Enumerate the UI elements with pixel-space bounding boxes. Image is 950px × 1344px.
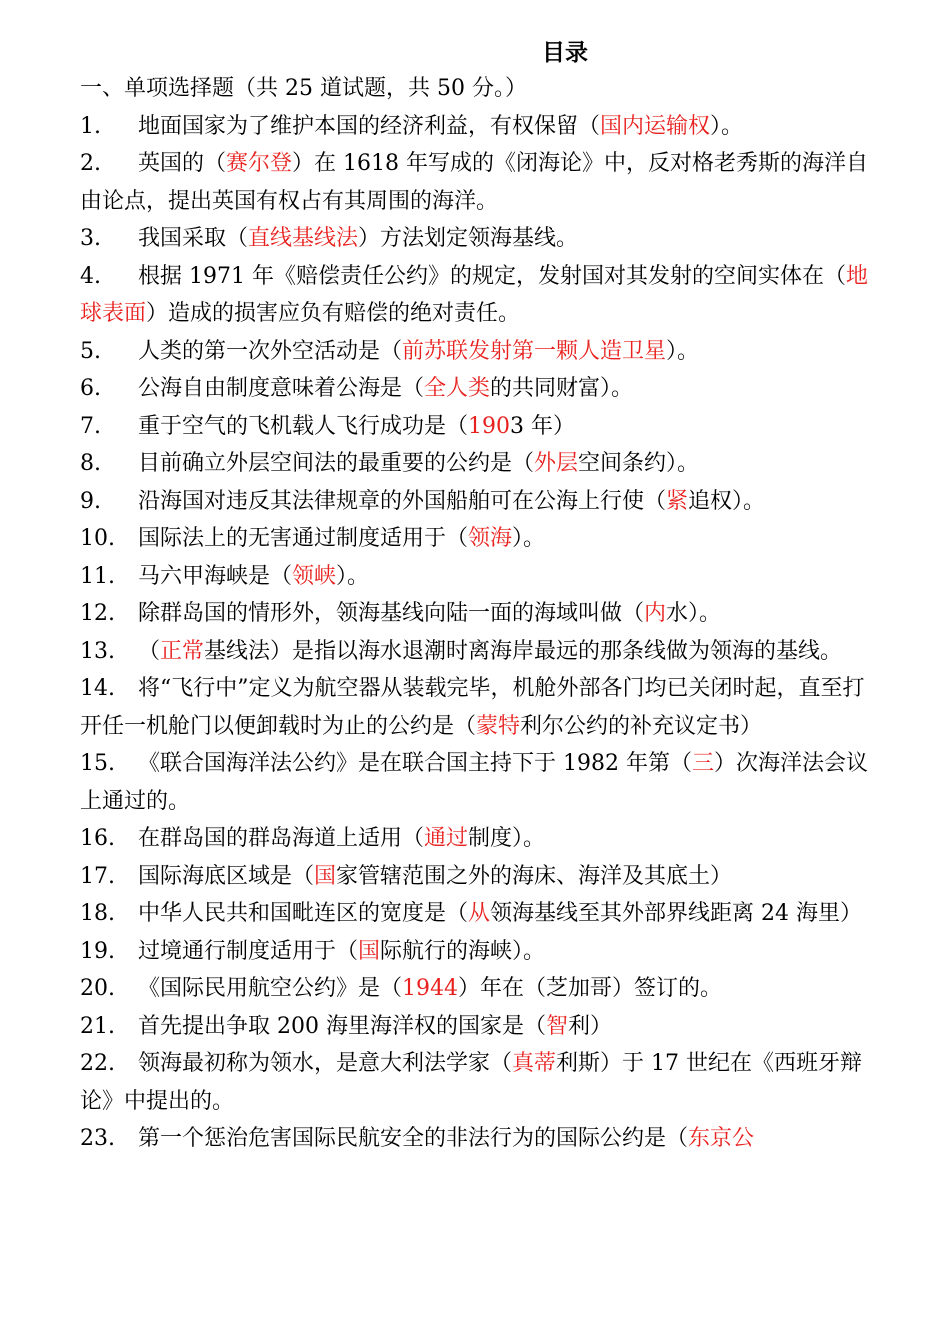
- question-item: [80, 895, 870, 933]
- answer-highlight: 内: [644, 601, 667, 626]
- question-number: 14.: [80, 676, 115, 701]
- question-text: 人类的第一次外空活动是（: [138, 338, 403, 364]
- question-text: 利尔公约的补充议定书）: [520, 713, 763, 739]
- answer-highlight: 国: [358, 938, 381, 964]
- question-item: [80, 933, 870, 971]
- question-text: ）。: [666, 338, 700, 364]
- question-text: 际航行的海峡）。: [380, 938, 546, 964]
- answer-highlight: 国内运输权: [600, 113, 711, 139]
- question-text: ）年在（芝加哥）签订的。: [458, 976, 723, 1001]
- question-number: 16.: [80, 826, 115, 851]
- question-item: [80, 108, 870, 146]
- question-text: 国际法上的无害通过制度适用于（: [138, 526, 469, 551]
- answer-highlight: 外层: [534, 451, 579, 476]
- answer-highlight: 从: [468, 901, 491, 926]
- question-text: 中华人民共和国毗连区的宽度是（: [138, 901, 469, 926]
- question-number: 23.: [80, 1126, 115, 1151]
- answer-highlight: 领海: [468, 526, 513, 551]
- question-item: [80, 1045, 870, 1120]
- question-item: [80, 1120, 870, 1158]
- question-text: ）造成的损害应负有赔偿的绝对责任。: [146, 301, 521, 326]
- question-text: ）次海洋法会议上通过的。: [80, 751, 869, 814]
- question-number: 22.: [80, 1051, 115, 1076]
- question-text: ）方法划定领海基线。: [358, 226, 579, 251]
- question-text: 根据 1971 年《赔偿责任公约》的规定，发射国对其发射的空间实体在（: [138, 263, 846, 289]
- question-number: 9.: [80, 488, 101, 514]
- question-item: [80, 145, 870, 220]
- question-text: 利）: [568, 1013, 613, 1039]
- question-text: 制度）。: [468, 826, 546, 851]
- question-number: 8.: [80, 451, 101, 476]
- answer-highlight: 东京公: [688, 1126, 755, 1151]
- document-page: [80, 36, 870, 1158]
- question-item: [80, 820, 870, 858]
- question-text: （: [138, 638, 161, 664]
- question-number: 1.: [80, 113, 101, 139]
- answer-highlight: 前苏联发射第一颗人造卫星: [402, 338, 667, 364]
- question-item: [80, 483, 870, 521]
- question-item: [80, 670, 870, 745]
- question-text: 基线法）是指以海水退潮时离海岸最远的那条线做为领海的基线。: [204, 638, 843, 664]
- question-number: 19.: [80, 938, 115, 964]
- question-text: 追权）。: [688, 488, 766, 514]
- question-number: 6.: [80, 376, 101, 401]
- question-number: 20.: [80, 976, 115, 1001]
- question-number: 4.: [80, 263, 101, 289]
- question-text: 《国际民用航空公约》是（: [138, 976, 403, 1001]
- question-text: 的共同财富）。: [490, 376, 634, 401]
- question-text: 空间条约）。: [578, 451, 700, 476]
- question-text: 公海自由制度意味着公海是（: [138, 376, 425, 401]
- question-item: [80, 333, 870, 371]
- answer-highlight: 赛尔登: [226, 151, 293, 176]
- question-text: 首先提出争取 200 海里海洋权的国家是（: [138, 1013, 546, 1039]
- question-text: 《联合国海洋法公约》是在联合国主持下于 1982 年第（: [138, 751, 692, 776]
- question-text: 领海基线至其外部界线距离 24 海里）: [490, 901, 863, 926]
- question-text: 第一个惩治危害国际民航安全的非法行为的国际公约是（: [138, 1126, 689, 1151]
- answer-highlight: 全人类: [424, 376, 491, 401]
- answer-highlight: 地球表面: [80, 263, 868, 326]
- question-text: ）。: [512, 526, 546, 551]
- answer-highlight: 国: [314, 863, 337, 889]
- answer-highlight: 紧: [666, 488, 689, 514]
- question-number: 7.: [80, 413, 101, 439]
- question-item: [80, 970, 870, 1008]
- question-number: 11.: [80, 563, 115, 589]
- answer-highlight: 真蒂: [512, 1051, 557, 1076]
- question-item: [80, 595, 870, 633]
- question-text: ）。: [710, 113, 744, 139]
- question-item: [80, 858, 870, 896]
- question-number: 18.: [80, 901, 115, 926]
- question-text: 英国的（: [138, 151, 227, 176]
- question-text: ）。: [336, 563, 370, 589]
- question-text: 国际海底区域是（: [138, 863, 315, 889]
- answer-highlight: 正常: [160, 638, 205, 664]
- question-list: [80, 108, 870, 1158]
- question-number: 17.: [80, 863, 115, 889]
- question-text: 3 年）: [510, 413, 576, 439]
- question-item: [80, 220, 870, 258]
- question-number: 10.: [80, 526, 115, 551]
- question-item: [80, 558, 870, 596]
- question-item: [80, 258, 870, 333]
- question-number: 3.: [80, 226, 101, 251]
- answer-highlight: 三: [691, 751, 714, 776]
- question-number: 2.: [80, 151, 101, 176]
- question-text: 领海最初称为领水，是意大利法学家（: [138, 1051, 513, 1076]
- question-text: 沿海国对违反其法律规章的外国船舶可在公海上行使（: [138, 488, 667, 514]
- question-number: 21.: [80, 1013, 115, 1039]
- question-text: 水）。: [666, 601, 722, 626]
- answer-highlight: 190: [468, 413, 511, 439]
- question-item: [80, 445, 870, 483]
- answer-highlight: 1944: [402, 976, 459, 1001]
- question-number: 15.: [80, 751, 115, 776]
- question-text: 过境通行制度适用于（: [138, 938, 359, 964]
- question-text: 利斯）于 17 世纪在《西班牙辩论》中提出的。: [80, 1051, 863, 1114]
- question-item: [80, 370, 870, 408]
- document-title: 目录: [542, 39, 588, 66]
- question-number: 5.: [80, 338, 101, 364]
- question-number: 13.: [80, 638, 115, 664]
- question-item: [80, 1008, 870, 1046]
- question-text: 地面国家为了维护本国的经济利益，有权保留（: [138, 113, 601, 139]
- question-text: ）在 1618 年写成的《闭海论》中，反对格老秀斯的海洋自由论点，提出英国有权占有其周围的海洋。: [80, 151, 869, 214]
- question-text: 我国采取（: [138, 226, 249, 251]
- question-text: 目前确立外层空间法的最重要的公约是（: [138, 451, 535, 476]
- question-text: 在群岛国的群岛海道上适用（: [138, 826, 425, 851]
- question-text: 家管辖范围之外的海床、海洋及其底土）: [336, 863, 733, 889]
- question-number: 12.: [80, 601, 115, 626]
- question-text: 重于空气的飞机载人飞行成功是（: [138, 413, 469, 439]
- question-text: 马六甲海峡是（: [138, 563, 293, 589]
- question-item: [80, 520, 870, 558]
- answer-highlight: 智: [545, 1013, 568, 1039]
- answer-highlight: 直线基线法: [248, 226, 359, 251]
- section-heading: 一、单项选择题（共 25 道试题，共 50 分。）: [80, 76, 527, 101]
- question-item: [80, 633, 870, 671]
- question-item: [80, 745, 870, 820]
- answer-highlight: 蒙特: [476, 713, 521, 739]
- question-text: 除群岛国的情形外，领海基线向陆一面的海域叫做（: [138, 601, 645, 626]
- answer-highlight: 领峡: [292, 563, 337, 589]
- question-item: [80, 408, 870, 446]
- answer-highlight: 通过: [424, 826, 469, 851]
- question-text: 将“飞行中”定义为航空器从装载完毕，机舱外部各门均已关闭时起，直至打开任一机舱门以便卸载时为止的公约是（: [80, 676, 865, 739]
